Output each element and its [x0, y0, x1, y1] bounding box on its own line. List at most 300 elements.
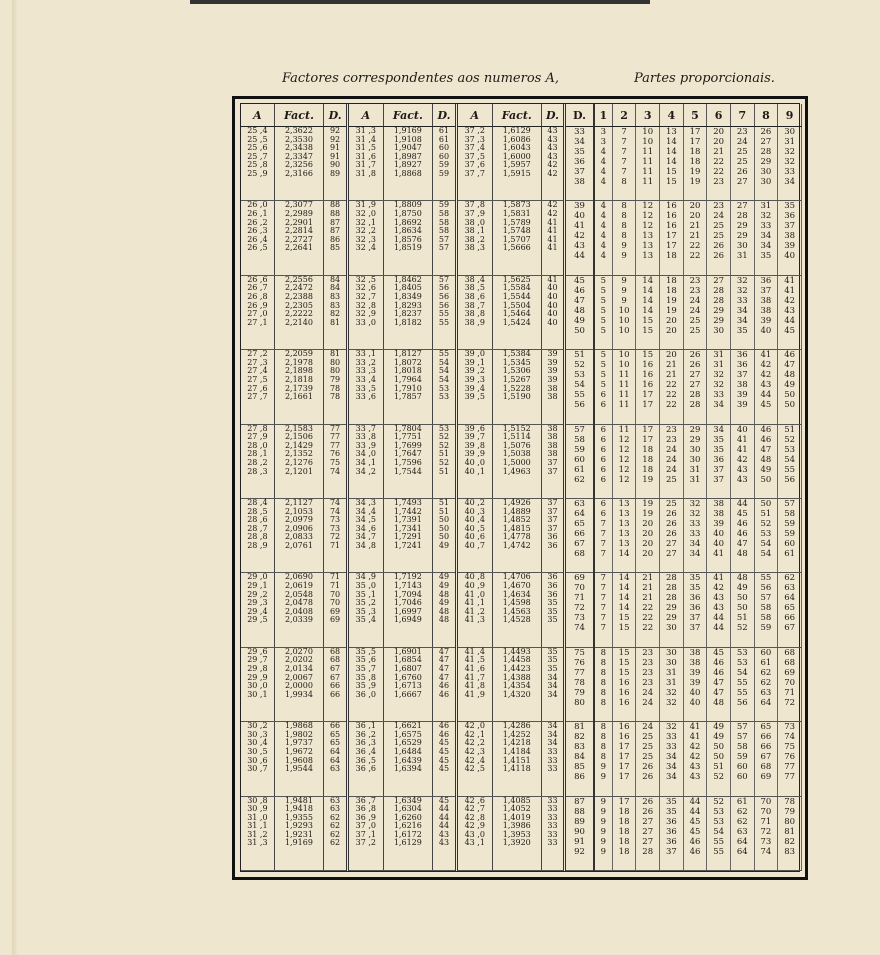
- factor-value: 40 ,9: [464, 580, 485, 590]
- factor-value: 35 ,9: [355, 681, 377, 691]
- part-value: 6: [600, 390, 607, 401]
- factor-value: 1,6043: [502, 143, 531, 153]
- factor-value: 1,4085: [502, 795, 531, 805]
- factor-value: 36: [547, 532, 558, 542]
- factor-value: 31 ,1: [247, 821, 268, 831]
- factor-value: 35: [547, 615, 558, 625]
- part-value: 77: [784, 762, 796, 773]
- part-value: 88: [574, 806, 585, 817]
- part-value: 46: [713, 667, 725, 678]
- part-value: 29: [713, 305, 725, 316]
- part-value: 29: [689, 424, 701, 435]
- part-cell: [636, 647, 660, 721]
- part-value: 31: [713, 350, 725, 361]
- factor-value: 2,1053: [284, 506, 313, 516]
- part-value: 32: [760, 211, 772, 222]
- part-value: 33: [665, 742, 677, 753]
- part-value: 7: [600, 538, 607, 549]
- factor-value: 30 ,4: [247, 738, 268, 748]
- part-value: 34: [665, 762, 677, 773]
- factor-value: 34: [547, 689, 558, 699]
- factor-cell: [241, 647, 274, 721]
- part-value: 33: [784, 167, 796, 177]
- factor-value: 1,7094: [393, 589, 422, 599]
- factor-value: 92: [329, 134, 341, 144]
- factor-value: 2,2989: [284, 208, 313, 218]
- part-value: 17: [618, 762, 630, 773]
- factor-value: 67: [329, 672, 341, 682]
- factor-value: 2,1506: [284, 432, 313, 442]
- factor-cell: [383, 796, 432, 870]
- part-value: 6: [600, 434, 607, 445]
- part-value: 38: [713, 508, 725, 519]
- factor-value: 1,8349: [393, 291, 422, 301]
- factor-value: 34 ,7: [355, 532, 377, 542]
- factor-value: 80: [329, 357, 341, 367]
- part-value: 50: [760, 474, 772, 485]
- factor-value: 26 ,4: [247, 234, 268, 244]
- part-value: 17: [642, 390, 654, 401]
- part-value: 8: [600, 722, 607, 733]
- factor-cell: [274, 275, 323, 349]
- factor-value: 36 ,8: [355, 804, 377, 814]
- factor-value: 43: [547, 126, 558, 135]
- part-col-header: 5: [683, 104, 707, 127]
- part-value: 39: [689, 677, 701, 688]
- part-cell: [778, 498, 802, 572]
- part-value: 12: [642, 221, 654, 232]
- factor-value: 32 ,8: [355, 300, 377, 310]
- part-value: 64: [736, 846, 748, 857]
- part-value: 40: [713, 528, 725, 539]
- factor-value: 33 ,9: [355, 440, 377, 450]
- part-value: 10: [618, 315, 630, 326]
- part-value: 26: [736, 167, 748, 177]
- part-cell: [594, 275, 612, 349]
- part-value: 24: [642, 722, 654, 733]
- parts-row-group: [566, 127, 802, 201]
- factor-value: 1,4634: [502, 589, 531, 599]
- factor-value: 26 ,2: [247, 217, 268, 227]
- factor-col-header: Fact.: [274, 104, 323, 127]
- factor-value: 1,8987: [393, 151, 422, 161]
- factor-value: 77: [329, 440, 341, 450]
- factor-value: 1,6901: [393, 646, 422, 656]
- part-value: 26: [642, 772, 654, 783]
- factor-value: 1,4218: [502, 738, 531, 748]
- part-value: 42: [760, 360, 772, 371]
- part-value: 28: [642, 846, 654, 857]
- factor-value: 40 ,5: [464, 523, 485, 533]
- part-cell: [612, 350, 636, 424]
- factor-value: 2,2556: [284, 274, 313, 284]
- factor-value: 33: [547, 812, 558, 822]
- factor-value: 47: [438, 663, 450, 673]
- factor-value: 1,7857: [393, 392, 422, 402]
- part-value: 53: [760, 528, 772, 539]
- factor-value: 1,8750: [393, 208, 422, 218]
- proportional-parts-table: [566, 104, 802, 871]
- factor-value: 2,1276: [284, 457, 313, 467]
- part-value: 13: [618, 518, 630, 529]
- part-value: 9: [600, 772, 607, 783]
- factor-cell: [492, 127, 541, 201]
- factor-cell: [492, 350, 541, 424]
- factor-value: 33 ,0: [355, 317, 377, 327]
- factor-value: 66: [329, 689, 341, 699]
- factor-value: 64: [329, 755, 341, 765]
- part-cell: [594, 424, 612, 498]
- part-value: 34: [713, 424, 725, 435]
- factor-value: 1,5915: [502, 168, 531, 178]
- part-value: 18: [665, 285, 677, 296]
- part-value: 9: [621, 251, 627, 262]
- factor-value: 2,3347: [284, 151, 313, 161]
- factor-value: 51: [438, 466, 450, 476]
- part-value: 64: [736, 836, 748, 847]
- factor-value: 27 ,9: [247, 432, 268, 442]
- part-value: 19: [642, 508, 654, 519]
- factor-value: 50: [438, 532, 450, 542]
- factor-col-header: A: [348, 104, 384, 127]
- part-value: 43: [713, 593, 725, 604]
- part-value: 25: [736, 147, 748, 157]
- part-value: 54: [736, 667, 748, 678]
- factor-value: 43: [547, 143, 558, 153]
- factor-value: 35 ,3: [355, 606, 377, 616]
- factor-cell: [456, 201, 492, 275]
- factor-cell: [241, 573, 274, 647]
- part-value: 39: [736, 390, 748, 401]
- factor-value: 1,7291: [393, 532, 422, 542]
- factor-value: 1,6760: [393, 672, 422, 682]
- part-value: 16: [642, 370, 654, 381]
- part-value: 26: [689, 360, 701, 371]
- factor-value: 1,5544: [502, 291, 531, 301]
- part-value: 19: [689, 167, 701, 177]
- part-value: 92: [574, 846, 585, 857]
- part-value: 18: [642, 464, 654, 475]
- part-value: 34: [760, 231, 772, 242]
- part-value: 32: [784, 157, 796, 167]
- part-value: 57: [574, 424, 585, 435]
- part-value: 13: [642, 251, 654, 262]
- part-value: 26: [665, 508, 677, 519]
- part-cell: [730, 722, 754, 796]
- factor-value: 1,8018: [393, 366, 422, 376]
- part-value: 16: [618, 677, 630, 688]
- factor-value: 1,6000: [502, 151, 531, 161]
- part-value: 46: [689, 846, 701, 857]
- part-value: 76: [784, 752, 796, 763]
- factor-cell: [456, 647, 492, 721]
- factor-value: 1,6713: [393, 681, 422, 691]
- factor-cell: [324, 424, 348, 498]
- factor-value: 33 ,5: [355, 383, 377, 393]
- factor-value: 1,7192: [393, 572, 422, 582]
- factor-value: 52: [438, 457, 450, 467]
- part-value: 38: [760, 295, 772, 306]
- factor-value: 1,4118: [502, 764, 531, 774]
- factor-value: 81: [329, 349, 341, 359]
- factor-value: 77: [329, 423, 341, 433]
- part-value: 30: [665, 647, 677, 658]
- factor-value: 1,4889: [502, 506, 531, 516]
- part-value: 31: [713, 360, 725, 371]
- factor-value: 70: [329, 589, 341, 599]
- part-value: 35: [665, 796, 677, 807]
- factor-value: 47: [438, 646, 450, 656]
- part-value: 21: [642, 573, 654, 584]
- part-cell: [707, 275, 731, 349]
- part-value: 29: [736, 231, 748, 242]
- part-value: 26: [760, 127, 772, 137]
- part-value: 45: [689, 826, 701, 837]
- part-value: 14: [618, 573, 630, 584]
- part-value: 43: [713, 603, 725, 614]
- factor-value: 54: [438, 374, 450, 384]
- factor-value: 57: [438, 274, 450, 284]
- factor-value: 68: [329, 655, 341, 665]
- part-value: 12: [618, 444, 630, 455]
- factor-value: 38: [547, 440, 558, 450]
- factor-value: 45: [438, 764, 450, 774]
- part-value: 52: [574, 360, 585, 371]
- part-value: 57: [760, 593, 772, 604]
- factor-value: 2,2727: [284, 234, 313, 244]
- factor-row-group: [241, 573, 563, 647]
- part-value: 48: [736, 573, 748, 584]
- part-cell: [566, 647, 594, 721]
- part-value: 86: [574, 772, 585, 783]
- part-value: 64: [760, 697, 772, 708]
- part-cell: [683, 573, 707, 647]
- factor-value: 40 ,3: [464, 506, 485, 516]
- factor-value: 92: [329, 126, 341, 135]
- part-value: 28: [689, 400, 701, 411]
- factor-value: 33: [547, 821, 558, 831]
- part-cell: [778, 796, 802, 870]
- factor-value: 1,5957: [502, 160, 531, 170]
- part-value: 8: [600, 647, 607, 658]
- factor-value: 1,8405: [393, 283, 422, 293]
- factor-value: 62: [329, 838, 341, 848]
- factor-value: 65: [329, 729, 341, 739]
- factor-value: 1,8868: [393, 168, 422, 178]
- factor-value: 51: [438, 497, 450, 507]
- factor-value: 43: [438, 838, 450, 848]
- part-value: 30: [713, 325, 725, 336]
- factor-value: 37 ,2: [464, 126, 485, 135]
- factor-value: 37 ,4: [464, 143, 485, 153]
- part-value: 8: [621, 201, 627, 212]
- factor-value: 26 ,7: [247, 283, 268, 293]
- part-value: 35: [736, 325, 748, 336]
- parts-row-group: [566, 350, 802, 424]
- factor-col-header: A: [456, 104, 492, 127]
- part-cell: [778, 201, 802, 275]
- factor-value: 33 ,6: [355, 392, 377, 402]
- part-value: 43: [736, 464, 748, 475]
- part-cell: [754, 201, 778, 275]
- factor-value: 42 ,6: [464, 795, 485, 805]
- factor-value: 56: [438, 291, 450, 301]
- factor-value: 27 ,4: [247, 366, 268, 376]
- factor-value: 28 ,6: [247, 515, 268, 525]
- part-value: 21: [689, 221, 701, 232]
- factor-row-group: [241, 350, 563, 424]
- part-value: 28: [665, 593, 677, 604]
- part-value: 36: [736, 360, 748, 371]
- part-value: 22: [689, 241, 701, 252]
- factor-value: 42 ,8: [464, 812, 485, 822]
- part-col-header: D.: [566, 104, 594, 127]
- part-value: 14: [665, 147, 677, 157]
- part-value: 62: [760, 677, 772, 688]
- part-value: 8: [621, 211, 627, 222]
- part-value: 5: [600, 360, 607, 371]
- part-value: 26: [665, 528, 677, 539]
- part-value: 7: [621, 127, 627, 137]
- factor-value: 29 ,5: [247, 615, 268, 625]
- part-value: 40: [736, 424, 748, 435]
- factor-cell: [541, 275, 563, 349]
- part-value: 36: [689, 593, 701, 604]
- factor-value: 1,9169: [284, 838, 313, 848]
- factor-cell: [492, 275, 541, 349]
- part-value: 20: [642, 518, 654, 529]
- factor-cell: [492, 573, 541, 647]
- factor-value: 34 ,5: [355, 515, 377, 525]
- factor-value: 49: [438, 580, 450, 590]
- header-right-title: Partes proporcionais.: [634, 71, 775, 86]
- part-value: 16: [618, 722, 630, 733]
- factor-value: 39: [547, 357, 558, 367]
- part-value: 8: [600, 667, 607, 678]
- factor-cell: [433, 201, 457, 275]
- factor-value: 2,0548: [284, 589, 313, 599]
- part-value: 43: [689, 762, 701, 773]
- part-value: 10: [642, 137, 654, 147]
- factor-value: 36 ,7: [355, 795, 377, 805]
- part-value: 42: [736, 454, 748, 465]
- part-value: 25: [665, 498, 677, 509]
- factor-value: 1,5384: [502, 349, 531, 359]
- part-cell: [778, 424, 802, 498]
- part-value: 18: [618, 826, 630, 837]
- factor-cell: [348, 275, 384, 349]
- part-value: 23: [642, 677, 654, 688]
- part-cell: [660, 275, 684, 349]
- factor-value: 29 ,2: [247, 589, 268, 599]
- factor-value: 26 ,9: [247, 300, 268, 310]
- part-value: 6: [600, 444, 607, 455]
- part-value: 53: [736, 647, 748, 658]
- factor-value: 29 ,3: [247, 598, 268, 608]
- factor-value: 2,0000: [284, 681, 313, 691]
- part-value: 18: [618, 836, 630, 847]
- part-cell: [660, 127, 684, 201]
- factor-row-group: [241, 127, 563, 201]
- factor-value: 1,9231: [284, 829, 313, 839]
- factor-value: 31 ,6: [355, 151, 377, 161]
- part-value: 13: [618, 498, 630, 509]
- part-value: 3: [600, 137, 607, 147]
- factor-value: 40: [547, 317, 558, 327]
- part-value: 15: [618, 647, 630, 658]
- part-cell: [636, 201, 660, 275]
- part-value: 25: [642, 752, 654, 763]
- part-value: 23: [713, 177, 725, 187]
- part-value: 23: [736, 127, 748, 137]
- factor-value: 66: [329, 681, 341, 691]
- parts-row-group: [566, 424, 802, 498]
- factor-value: 34 ,2: [355, 466, 377, 476]
- part-value: 59: [784, 528, 796, 539]
- part-value: 37: [760, 285, 772, 296]
- factor-cell: [348, 201, 384, 275]
- factor-value: 28 ,2: [247, 457, 268, 467]
- part-value: 30: [760, 177, 772, 187]
- part-value: 36: [689, 603, 701, 614]
- part-value: 18: [665, 275, 677, 286]
- part-value: 56: [736, 697, 748, 708]
- factor-value: 1,6349: [393, 795, 422, 805]
- factor-cell: [541, 573, 563, 647]
- factor-value: 1,6575: [393, 729, 422, 739]
- factor-value: 1,5114: [502, 432, 531, 442]
- factor-value: 35 ,2: [355, 598, 377, 608]
- part-value: 9: [600, 806, 607, 817]
- factor-value: 1,5306: [502, 366, 531, 376]
- part-value: 58: [760, 613, 772, 624]
- factor-value: 28 ,8: [247, 532, 268, 542]
- factor-cell: [274, 647, 323, 721]
- factor-value: 27 ,8: [247, 423, 268, 433]
- factor-value: 71: [329, 580, 341, 590]
- factor-cell: [274, 201, 323, 275]
- part-value: 36: [713, 454, 725, 465]
- parts-row-group: [566, 722, 802, 796]
- factor-cell: [541, 722, 563, 796]
- part-value: 34: [665, 752, 677, 763]
- part-value: 59: [736, 752, 748, 763]
- part-value: 32: [665, 697, 677, 708]
- factor-value: 1,3986: [502, 821, 531, 831]
- part-value: 60: [736, 762, 748, 773]
- part-value: 90: [574, 826, 585, 837]
- factor-value: 1,8809: [393, 200, 422, 210]
- part-cell: [754, 275, 778, 349]
- factor-value: 25 ,9: [247, 168, 268, 178]
- part-value: 41: [760, 350, 772, 361]
- factor-value: 73: [329, 515, 341, 525]
- factor-value: 33 ,3: [355, 366, 377, 376]
- part-value: 9: [600, 762, 607, 773]
- factor-value: 1,6172: [393, 829, 422, 839]
- part-value: 6: [600, 498, 607, 509]
- part-value: 16: [642, 380, 654, 391]
- factor-value: 40: [547, 309, 558, 319]
- part-value: 11: [642, 157, 654, 167]
- part-value: 12: [642, 211, 654, 222]
- factor-value: 41 ,9: [464, 689, 485, 699]
- part-value: 45: [713, 647, 725, 658]
- part-value: 37: [713, 474, 725, 485]
- part-cell: [636, 796, 660, 870]
- part-value: 23: [642, 667, 654, 678]
- part-value: 13: [618, 538, 630, 549]
